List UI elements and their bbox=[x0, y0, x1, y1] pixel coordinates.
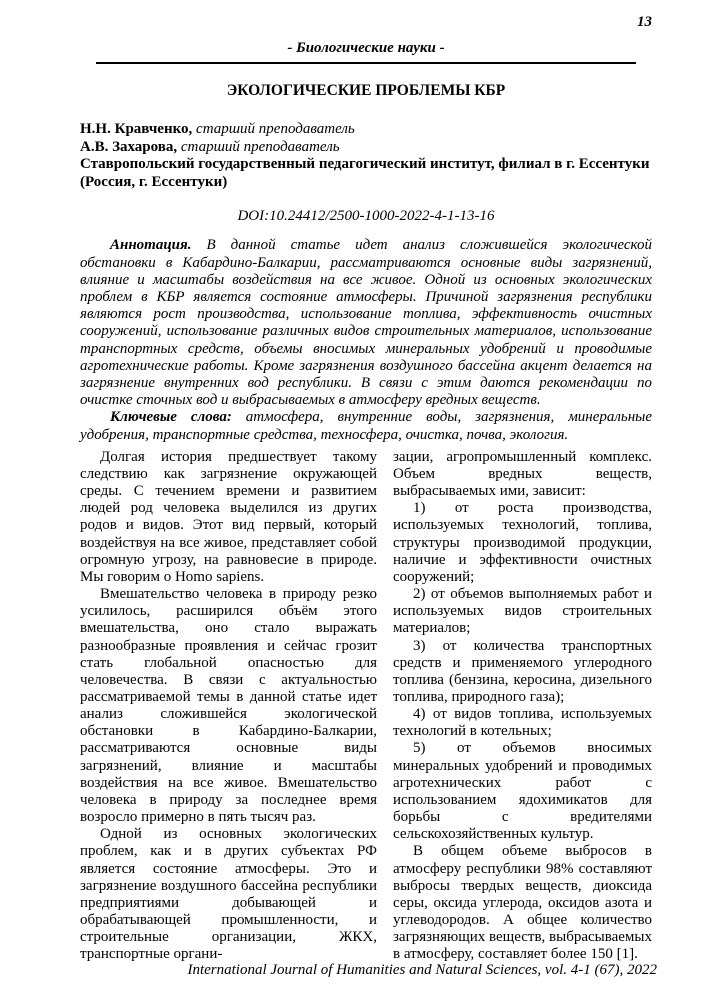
abstract bbox=[80, 237, 652, 409]
body-columns bbox=[80, 449, 652, 964]
abstract-label: Аннотация. bbox=[110, 237, 192, 254]
body-paragraph: 2) от объемов выполняемых работ и используемых видов строительных материалов; bbox=[393, 586, 652, 637]
doi: DOI:10.24412/2500-1000-2022-4-1-13-16 bbox=[237, 208, 495, 225]
keywords bbox=[80, 409, 652, 443]
body-paragraph: 1) от роста производства, используемых технологий, топлива, структуры производимой продукции, наличие и эффективности очистных сооружений; bbox=[393, 500, 652, 585]
keywords-text: атмосфера, внутренние воды, загрязнения, минеральные удобрения, транспортные средства, техносфера, очистка, почва, экология. bbox=[80, 409, 652, 443]
affiliation-location: (Россия, г. Ессентуки) bbox=[80, 173, 228, 190]
body-paragraph: Вмешательство человека в природу резко усилилось, расширился объём этого вмешательства, оно стало выражать разнообразные проявления и сейчас грозит стать глобальной опасностью для человечества. В связи с актуальностью рассматриваемой темы в данной статье идет анализ сложившейся экологической обстановки в Кабардино-Балкарии, рассматриваются основные виды загрязнений, влияние и масштабы воздействия на все живое. Вмешательство человека в природу за последнее время возросло примерно в пять тысяч раз. bbox=[80, 586, 377, 826]
body-paragraph: 5) от объемов вносимых минеральных удобрений и проводимых агротехнических работ с использованием ядохимикатов для борьбы с вредителями сельскохозяйственных культур. bbox=[393, 740, 652, 843]
author-line bbox=[80, 121, 652, 139]
affiliation: Ставропольский государственный педагогический институт, филиал в г. Ессентуки bbox=[80, 156, 650, 173]
body-paragraph: Одной из основных экологических проблем, как и в других субъектах РФ является состояние атмосферы. Это и загрязнение воздушного бассейна республики предприятиями добывающей и обрабатывающей промышленности, и строительные организации, ЖКХ, транспортные органи- bbox=[80, 826, 377, 963]
page-number: 13 bbox=[637, 14, 652, 30]
author-name: Н.Н. Кравченко, bbox=[80, 121, 193, 137]
author-name: А.В. Захарова, bbox=[80, 138, 178, 155]
author-role: старший преподаватель bbox=[177, 138, 340, 155]
left-column bbox=[80, 449, 377, 964]
header-rule bbox=[96, 62, 636, 64]
journal-footer: International Journal of Humanities and Natural Sciences, vol. 4-1 (67), 2022 bbox=[187, 962, 657, 978]
body-paragraph: 4) от видов топлива, используемых технологий в котельных; bbox=[393, 706, 652, 740]
article-title: ЭКОЛОГИЧЕСКИЕ ПРОБЛЕМЫ КБР bbox=[226, 82, 506, 99]
author-block bbox=[80, 121, 652, 191]
author-role: старший преподаватель bbox=[192, 121, 355, 137]
right-column bbox=[393, 449, 652, 964]
running-head: - Биологические науки - bbox=[287, 40, 445, 56]
body-paragraph: Долгая история предшествует такому следствию как загрязнение окружающей среды. С течением времени и развитием людей род человека выделился из других родов и видов. Этот вид первый, который воздействуя на все живое, представляет собой огромную угрозу, на равновесие в природе. Мы говорим о Homo sapiens. bbox=[80, 448, 377, 585]
abstract-text: В данной статье идет анализ сложившейся экологической обстановки в Кабардино-Балкарии, рассматриваются основные виды загрязнений, влияние и масштабы воздействия на все живое. Одной из основных экологических проблем в КБР является состояние атмосферы. Причиной загрязнения республики являются рост производства, использование топлива, эффективность очистных сооружений, использование различных видов строительных материалов, использование транспортных средств, объемы вносимых минеральных удобрений и проводимые агротехнические работы. Кроме загрязнения воздушного бассейна акцент делается на загрязнение внутренних вод республики. В связи с этим даются рекомендации по очистке сточных вод и выбрасываемых в атмосферу вредных веществ. bbox=[80, 237, 652, 409]
keywords-label: Ключевые слова: bbox=[110, 409, 232, 426]
author-line bbox=[80, 139, 652, 157]
body-paragraph: В общем объеме выбросов в атмосферу республики 98% составляют выбросы твердых веществ, диоксида серы, оксида углерода, оксидов азота и углеводородов. А общее количество загрязняющих веществ, выбрасываемых в атмосферу, составляет более 150 [1]. bbox=[393, 843, 653, 963]
body-paragraph: зации, агропромышленный комплекс. Объем вредных веществ, выбрасываемых ими, зависит: bbox=[393, 448, 652, 500]
body-paragraph: 3) от количества транспортных средств и применяемого углеродного топлива (бензина, керосина, дизельного топлива, природного газа); bbox=[393, 637, 652, 705]
